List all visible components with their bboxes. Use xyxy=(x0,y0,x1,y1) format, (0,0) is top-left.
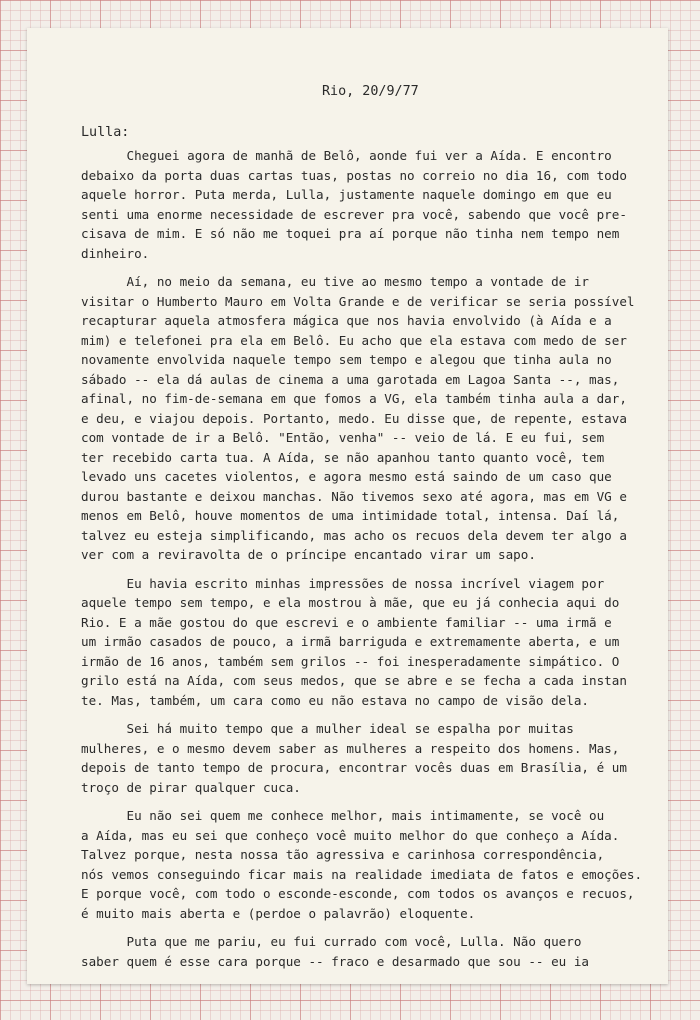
letter-line: Puta que me pariu, eu fui currado com você, Lulla. Não quero xyxy=(81,934,582,949)
letter-line: Rio. E a mãe gostou do que escrevi e o ambiente familiar -- uma irmã e xyxy=(81,614,612,630)
letter-line: ter recebido carta tua. A Aída, se não apanhou tanto quanto você, tem xyxy=(81,449,605,465)
letter-line: Sei há muito tempo que a mulher ideal se espalha por muitas xyxy=(81,721,574,736)
letter-line: menos em Belô, houve momentos de uma intimidade total, intensa. Daí lá, xyxy=(81,508,620,523)
letter-line: visitar o Humberto Mauro em Volta Grande e de verificar se seria possível xyxy=(81,293,635,309)
letter-line: E porque você, com todo o esconde-esconde, com todos os avanços e recuos, xyxy=(81,886,635,901)
letter-line: novamente envolvida naquele tempo sem tempo e alegou que tinha aula no xyxy=(81,352,612,367)
letter-line: aquele tempo sem tempo, e ela mostrou à mãe, que eu já conhecia aqui do xyxy=(81,595,620,610)
letter-line: um irmão casados de pouco, a irmã barriguda e extremamente aberta, e um xyxy=(81,634,620,649)
letter-paragraph xyxy=(81,146,651,263)
letter-line: Eu não sei quem me conhece melhor, mais intimamente, se você ou xyxy=(81,808,605,823)
letter-paragraph xyxy=(81,719,651,797)
letter-line: grilo está na Aída, com seus medos, que se abre e se fecha a cada instan xyxy=(81,673,627,688)
letter-paragraph xyxy=(81,932,651,971)
letter-line: Aí, no meio da semana, eu tive ao mesmo tempo a vontade de ir xyxy=(81,274,589,289)
letter-line: Cheguei agora de manhã de Belô, aonde fui ver a Aída. E encontro xyxy=(81,148,612,163)
letter-line: Eu havia escrito minhas impressões de nossa incrível viagem por xyxy=(81,575,605,591)
letter-line: irmão de 16 anos, também sem grilos -- foi inesperadamente simpático. O xyxy=(81,653,620,669)
letter-line: com vontade de ir a Belô. "Então, venha" -- veio de lá. E eu fui, sem xyxy=(81,430,605,445)
letter-line: recapturar aquela atmosfera mágica que nos havia envolvido (à Aída e a xyxy=(81,313,612,328)
letter-line: saber quem é esse cara porque -- fraco e desarmado que sou -- eu ia xyxy=(81,953,589,969)
letter-line: e deu, e viajou depois. Portanto, medo. Eu disse que, de repente, estava xyxy=(81,410,627,426)
letter-line: dinheiro. xyxy=(81,245,150,261)
letter-line: sábado -- ela dá aulas de cinema a uma garotada em Lagoa Santa --, mas, xyxy=(81,371,620,387)
letter-line: aquele horror. Puta merda, Lulla, justamente naquele domingo em que eu xyxy=(81,187,612,202)
letter-date: Rio, 20/9/77 xyxy=(322,84,419,99)
letter-line: senti uma enorme necessidade de escrever pra você, sabendo que você pre- xyxy=(81,206,627,222)
letter-line: cisava de mim. E só não me toquei pra aí porque não tinha nem tempo nem xyxy=(81,226,620,241)
letter-line: Talvez porque, nesta nossa tão agressiva e carinhosa correspondência, xyxy=(81,847,605,862)
letter-line: debaixo da porta duas cartas tuas, postas no correio no dia 16, com todo xyxy=(81,167,627,183)
letter-salutation: Lulla: xyxy=(81,125,130,140)
letter-line: durou bastante e deixou manchas. Não tivemos sexo até agora, mas em VG e xyxy=(81,488,627,504)
letter-line: te. Mas, também, um cara como eu não estava no campo de visão dela. xyxy=(81,692,589,708)
letter-line: afinal, no fim-de-semana em que fomos a VG, ela também tinha aula a dar, xyxy=(81,391,627,406)
letter-line: mulheres, e o mesmo devem saber as mulheres a respeito dos homens. Mas, xyxy=(81,740,620,756)
letter-line: troço de pirar qualquer cuca. xyxy=(81,779,301,795)
letter-sheet xyxy=(27,28,668,984)
letter-line: depois de tanto tempo de procura, encontrar vocês duas em Brasília, é um xyxy=(81,760,627,775)
letter-line: ver com a reviravolta de o príncipe encantado virar um sapo. xyxy=(81,547,536,562)
letter-body xyxy=(81,146,651,980)
letter-line: mim) e telefonei pra ela em Belô. Eu acho que ela estava com medo de ser xyxy=(81,332,627,348)
letter-paragraph xyxy=(81,574,651,711)
letter-line: talvez eu esteja simplificando, mas acho os recuos dela devem ter algo a xyxy=(81,527,627,543)
letter-paragraph xyxy=(81,806,651,923)
letter-line: levado uns cacetes violentos, e agora mesmo está saindo de um caso que xyxy=(81,469,612,484)
letter-line: nós vemos conseguindo ficar mais na realidade imediata de fatos e emoções. xyxy=(81,866,643,882)
letter-line: a Aída, mas eu sei que conheço você muito melhor do que conheço a Aída. xyxy=(81,827,620,843)
letter-line: é muito mais aberta e (perdoe o palavrão) eloquente. xyxy=(81,905,476,921)
letter-paragraph xyxy=(81,272,651,565)
